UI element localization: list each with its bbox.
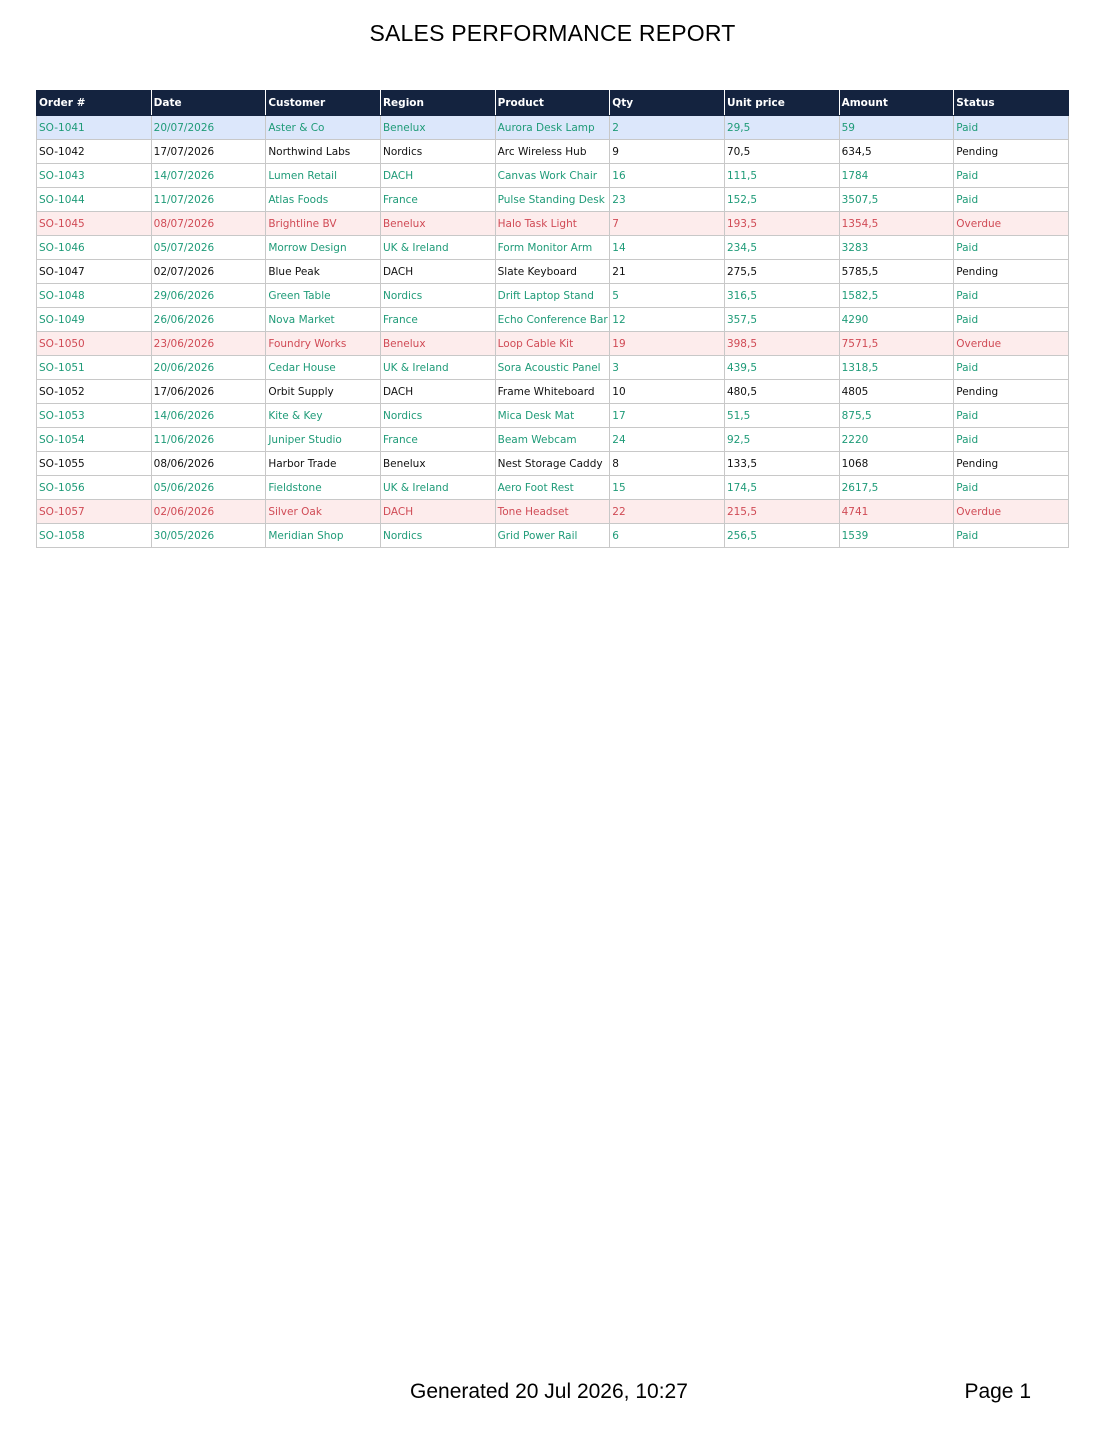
region-cell: France	[380, 188, 495, 212]
qty-cell: 21	[610, 260, 725, 284]
customer-cell: Lumen Retail	[266, 164, 381, 188]
region-cell: DACH	[380, 164, 495, 188]
product-cell: Pulse Standing Desk	[495, 188, 610, 212]
customer-cell: Brightline BV	[266, 212, 381, 236]
unit-price-cell: 92,5	[724, 428, 839, 452]
amount-cell: 3507,5	[839, 188, 954, 212]
amount-cell: 1784	[839, 164, 954, 188]
amount-cell: 875,5	[839, 404, 954, 428]
customer-cell: Juniper Studio	[266, 428, 381, 452]
product-cell: Halo Task Light	[495, 212, 610, 236]
amount-cell: 3283	[839, 236, 954, 260]
table-row[interactable]	[37, 380, 1069, 404]
product-cell: Aurora Desk Lamp	[495, 116, 610, 140]
product-cell: Slate Keyboard	[495, 260, 610, 284]
order-number-cell: SO-1055	[37, 452, 152, 476]
status-cell: Pending	[954, 140, 1069, 164]
status-cell: Pending	[954, 260, 1069, 284]
customer-cell: Cedar House	[266, 356, 381, 380]
column-header-unit-price[interactable]: Unit price	[724, 91, 839, 116]
unit-price-cell: 256,5	[724, 524, 839, 548]
region-cell: DACH	[380, 380, 495, 404]
customer-cell: Morrow Design	[266, 236, 381, 260]
amount-cell: 1539	[839, 524, 954, 548]
region-cell: UK & Ireland	[380, 476, 495, 500]
region-cell: UK & Ireland	[380, 356, 495, 380]
order-number-cell: SO-1052	[37, 380, 152, 404]
product-cell: Tone Headset	[495, 500, 610, 524]
table-row[interactable]	[37, 236, 1069, 260]
region-cell: Nordics	[380, 284, 495, 308]
table-row[interactable]	[37, 308, 1069, 332]
status-cell: Paid	[954, 188, 1069, 212]
column-header-region[interactable]: Region	[380, 91, 495, 116]
date-cell: 20/06/2026	[151, 356, 266, 380]
amount-cell: 634,5	[839, 140, 954, 164]
qty-cell: 10	[610, 380, 725, 404]
amount-cell: 59	[839, 116, 954, 140]
order-number-cell: SO-1047	[37, 260, 152, 284]
amount-cell: 1068	[839, 452, 954, 476]
product-cell: Sora Acoustic Panel	[495, 356, 610, 380]
product-cell: Loop Cable Kit	[495, 332, 610, 356]
status-cell: Pending	[954, 380, 1069, 404]
qty-cell: 16	[610, 164, 725, 188]
product-cell: Aero Foot Rest	[495, 476, 610, 500]
table-row[interactable]	[37, 476, 1069, 500]
qty-cell: 17	[610, 404, 725, 428]
amount-cell: 1582,5	[839, 284, 954, 308]
product-cell: Arc Wireless Hub	[495, 140, 610, 164]
table-row[interactable]	[37, 524, 1069, 548]
order-number-cell: SO-1057	[37, 500, 152, 524]
region-cell: Nordics	[380, 140, 495, 164]
header-row	[37, 91, 1069, 116]
unit-price-cell: 234,5	[724, 236, 839, 260]
table-body	[37, 116, 1069, 548]
customer-cell: Fieldstone	[266, 476, 381, 500]
status-cell: Paid	[954, 476, 1069, 500]
product-cell: Drift Laptop Stand	[495, 284, 610, 308]
order-number-cell: SO-1041	[37, 116, 152, 140]
unit-price-cell: 316,5	[724, 284, 839, 308]
date-cell: 17/06/2026	[151, 380, 266, 404]
table-row[interactable]	[37, 140, 1069, 164]
unit-price-cell: 133,5	[724, 452, 839, 476]
region-cell: France	[380, 308, 495, 332]
customer-cell: Nova Market	[266, 308, 381, 332]
region-cell: Benelux	[380, 116, 495, 140]
date-cell: 08/07/2026	[151, 212, 266, 236]
customer-cell: Meridian Shop	[266, 524, 381, 548]
order-number-cell: SO-1050	[37, 332, 152, 356]
qty-cell: 22	[610, 500, 725, 524]
qty-cell: 5	[610, 284, 725, 308]
unit-price-cell: 275,5	[724, 260, 839, 284]
table-row[interactable]	[37, 500, 1069, 524]
product-cell: Grid Power Rail	[495, 524, 610, 548]
product-cell: Nest Storage Caddy	[495, 452, 610, 476]
product-cell: Frame Whiteboard	[495, 380, 610, 404]
qty-cell: 6	[610, 524, 725, 548]
date-cell: 30/05/2026	[151, 524, 266, 548]
order-number-cell: SO-1044	[37, 188, 152, 212]
status-cell: Overdue	[954, 332, 1069, 356]
region-cell: Nordics	[380, 404, 495, 428]
product-cell: Canvas Work Chair	[495, 164, 610, 188]
status-cell: Paid	[954, 404, 1069, 428]
status-cell: Paid	[954, 308, 1069, 332]
date-cell: 02/06/2026	[151, 500, 266, 524]
status-cell: Overdue	[954, 212, 1069, 236]
date-cell: 05/06/2026	[151, 476, 266, 500]
date-cell: 26/06/2026	[151, 308, 266, 332]
amount-cell: 4805	[839, 380, 954, 404]
date-cell: 17/07/2026	[151, 140, 266, 164]
qty-cell: 12	[610, 308, 725, 332]
column-header-order[interactable]: Order #	[37, 91, 152, 116]
qty-cell: 8	[610, 452, 725, 476]
amount-cell: 1354,5	[839, 212, 954, 236]
order-number-cell: SO-1058	[37, 524, 152, 548]
order-number-cell: SO-1053	[37, 404, 152, 428]
table-row[interactable]	[37, 260, 1069, 284]
unit-price-cell: 357,5	[724, 308, 839, 332]
unit-price-cell: 152,5	[724, 188, 839, 212]
product-cell: Beam Webcam	[495, 428, 610, 452]
qty-cell: 3	[610, 356, 725, 380]
generated-timestamp: Generated 20 Jul 2026, 10:27	[410, 1380, 688, 1403]
customer-cell: Kite & Key	[266, 404, 381, 428]
customer-cell: Aster & Co	[266, 116, 381, 140]
customer-cell: Blue Peak	[266, 260, 381, 284]
amount-cell: 7571,5	[839, 332, 954, 356]
region-cell: DACH	[380, 260, 495, 284]
unit-price-cell: 398,5	[724, 332, 839, 356]
customer-cell: Foundry Works	[266, 332, 381, 356]
table-row[interactable]	[37, 452, 1069, 476]
unit-price-cell: 51,5	[724, 404, 839, 428]
status-cell: Paid	[954, 428, 1069, 452]
customer-cell: Silver Oak	[266, 500, 381, 524]
table-row[interactable]	[37, 404, 1069, 428]
amount-cell: 1318,5	[839, 356, 954, 380]
status-cell: Paid	[954, 284, 1069, 308]
table-row[interactable]	[37, 356, 1069, 380]
region-cell: France	[380, 428, 495, 452]
date-cell: 11/06/2026	[151, 428, 266, 452]
table-row[interactable]	[37, 284, 1069, 308]
table-row[interactable]	[37, 332, 1069, 356]
unit-price-cell: 215,5	[724, 500, 839, 524]
qty-cell: 9	[610, 140, 725, 164]
amount-cell: 5785,5	[839, 260, 954, 284]
customer-cell: Green Table	[266, 284, 381, 308]
table-row[interactable]	[37, 212, 1069, 236]
unit-price-cell: 111,5	[724, 164, 839, 188]
status-cell: Overdue	[954, 500, 1069, 524]
qty-cell: 2	[610, 116, 725, 140]
page-number: Page 1	[964, 1380, 1031, 1403]
amount-cell: 2220	[839, 428, 954, 452]
column-header-qty[interactable]: Qty	[610, 91, 725, 116]
status-cell: Pending	[954, 452, 1069, 476]
date-cell: 23/06/2026	[151, 332, 266, 356]
order-number-cell: SO-1049	[37, 308, 152, 332]
product-cell: Form Monitor Arm	[495, 236, 610, 260]
qty-cell: 23	[610, 188, 725, 212]
customer-cell: Harbor Trade	[266, 452, 381, 476]
unit-price-cell: 480,5	[724, 380, 839, 404]
customer-cell: Orbit Supply	[266, 380, 381, 404]
customer-cell: Atlas Foods	[266, 188, 381, 212]
date-cell: 14/07/2026	[151, 164, 266, 188]
unit-price-cell: 174,5	[724, 476, 839, 500]
table-row[interactable]	[37, 164, 1069, 188]
unit-price-cell: 439,5	[724, 356, 839, 380]
table-row[interactable]	[37, 428, 1069, 452]
table-row[interactable]	[37, 116, 1069, 140]
customer-cell: Northwind Labs	[266, 140, 381, 164]
date-cell: 05/07/2026	[151, 236, 266, 260]
qty-cell: 19	[610, 332, 725, 356]
order-number-cell: SO-1056	[37, 476, 152, 500]
region-cell: Benelux	[380, 452, 495, 476]
qty-cell: 24	[610, 428, 725, 452]
qty-cell: 14	[610, 236, 725, 260]
amount-cell: 4741	[839, 500, 954, 524]
date-cell: 20/07/2026	[151, 116, 266, 140]
order-number-cell: SO-1054	[37, 428, 152, 452]
product-cell: Mica Desk Mat	[495, 404, 610, 428]
product-cell: Echo Conference Bar	[495, 308, 610, 332]
region-cell: Nordics	[380, 524, 495, 548]
unit-price-cell: 29,5	[724, 116, 839, 140]
status-cell: Paid	[954, 164, 1069, 188]
region-cell: Benelux	[380, 212, 495, 236]
order-number-cell: SO-1045	[37, 212, 152, 236]
report-title: SALES PERFORMANCE REPORT	[369, 20, 736, 46]
date-cell: 08/06/2026	[151, 452, 266, 476]
column-header-amount[interactable]: Amount	[839, 91, 954, 116]
column-header-customer[interactable]: Customer	[266, 91, 381, 116]
qty-cell: 15	[610, 476, 725, 500]
order-number-cell: SO-1051	[37, 356, 152, 380]
region-cell: DACH	[380, 500, 495, 524]
amount-cell: 4290	[839, 308, 954, 332]
region-cell: Benelux	[380, 332, 495, 356]
column-header-product[interactable]: Product	[495, 91, 610, 116]
amount-cell: 2617,5	[839, 476, 954, 500]
unit-price-cell: 193,5	[724, 212, 839, 236]
order-number-cell: SO-1046	[37, 236, 152, 260]
region-cell: UK & Ireland	[380, 236, 495, 260]
qty-cell: 7	[610, 212, 725, 236]
status-cell: Paid	[954, 356, 1069, 380]
date-cell: 14/06/2026	[151, 404, 266, 428]
sales-table	[36, 90, 1069, 548]
status-cell: Paid	[954, 524, 1069, 548]
date-cell: 02/07/2026	[151, 260, 266, 284]
column-header-date[interactable]: Date	[151, 91, 266, 116]
date-cell: 29/06/2026	[151, 284, 266, 308]
table-header	[37, 91, 1069, 116]
status-cell: Paid	[954, 116, 1069, 140]
status-cell: Paid	[954, 236, 1069, 260]
date-cell: 11/07/2026	[151, 188, 266, 212]
order-number-cell: SO-1042	[37, 140, 152, 164]
order-number-cell: SO-1048	[37, 284, 152, 308]
order-number-cell: SO-1043	[37, 164, 152, 188]
table-row[interactable]	[37, 188, 1069, 212]
column-header-status[interactable]: Status	[954, 91, 1069, 116]
unit-price-cell: 70,5	[724, 140, 839, 164]
